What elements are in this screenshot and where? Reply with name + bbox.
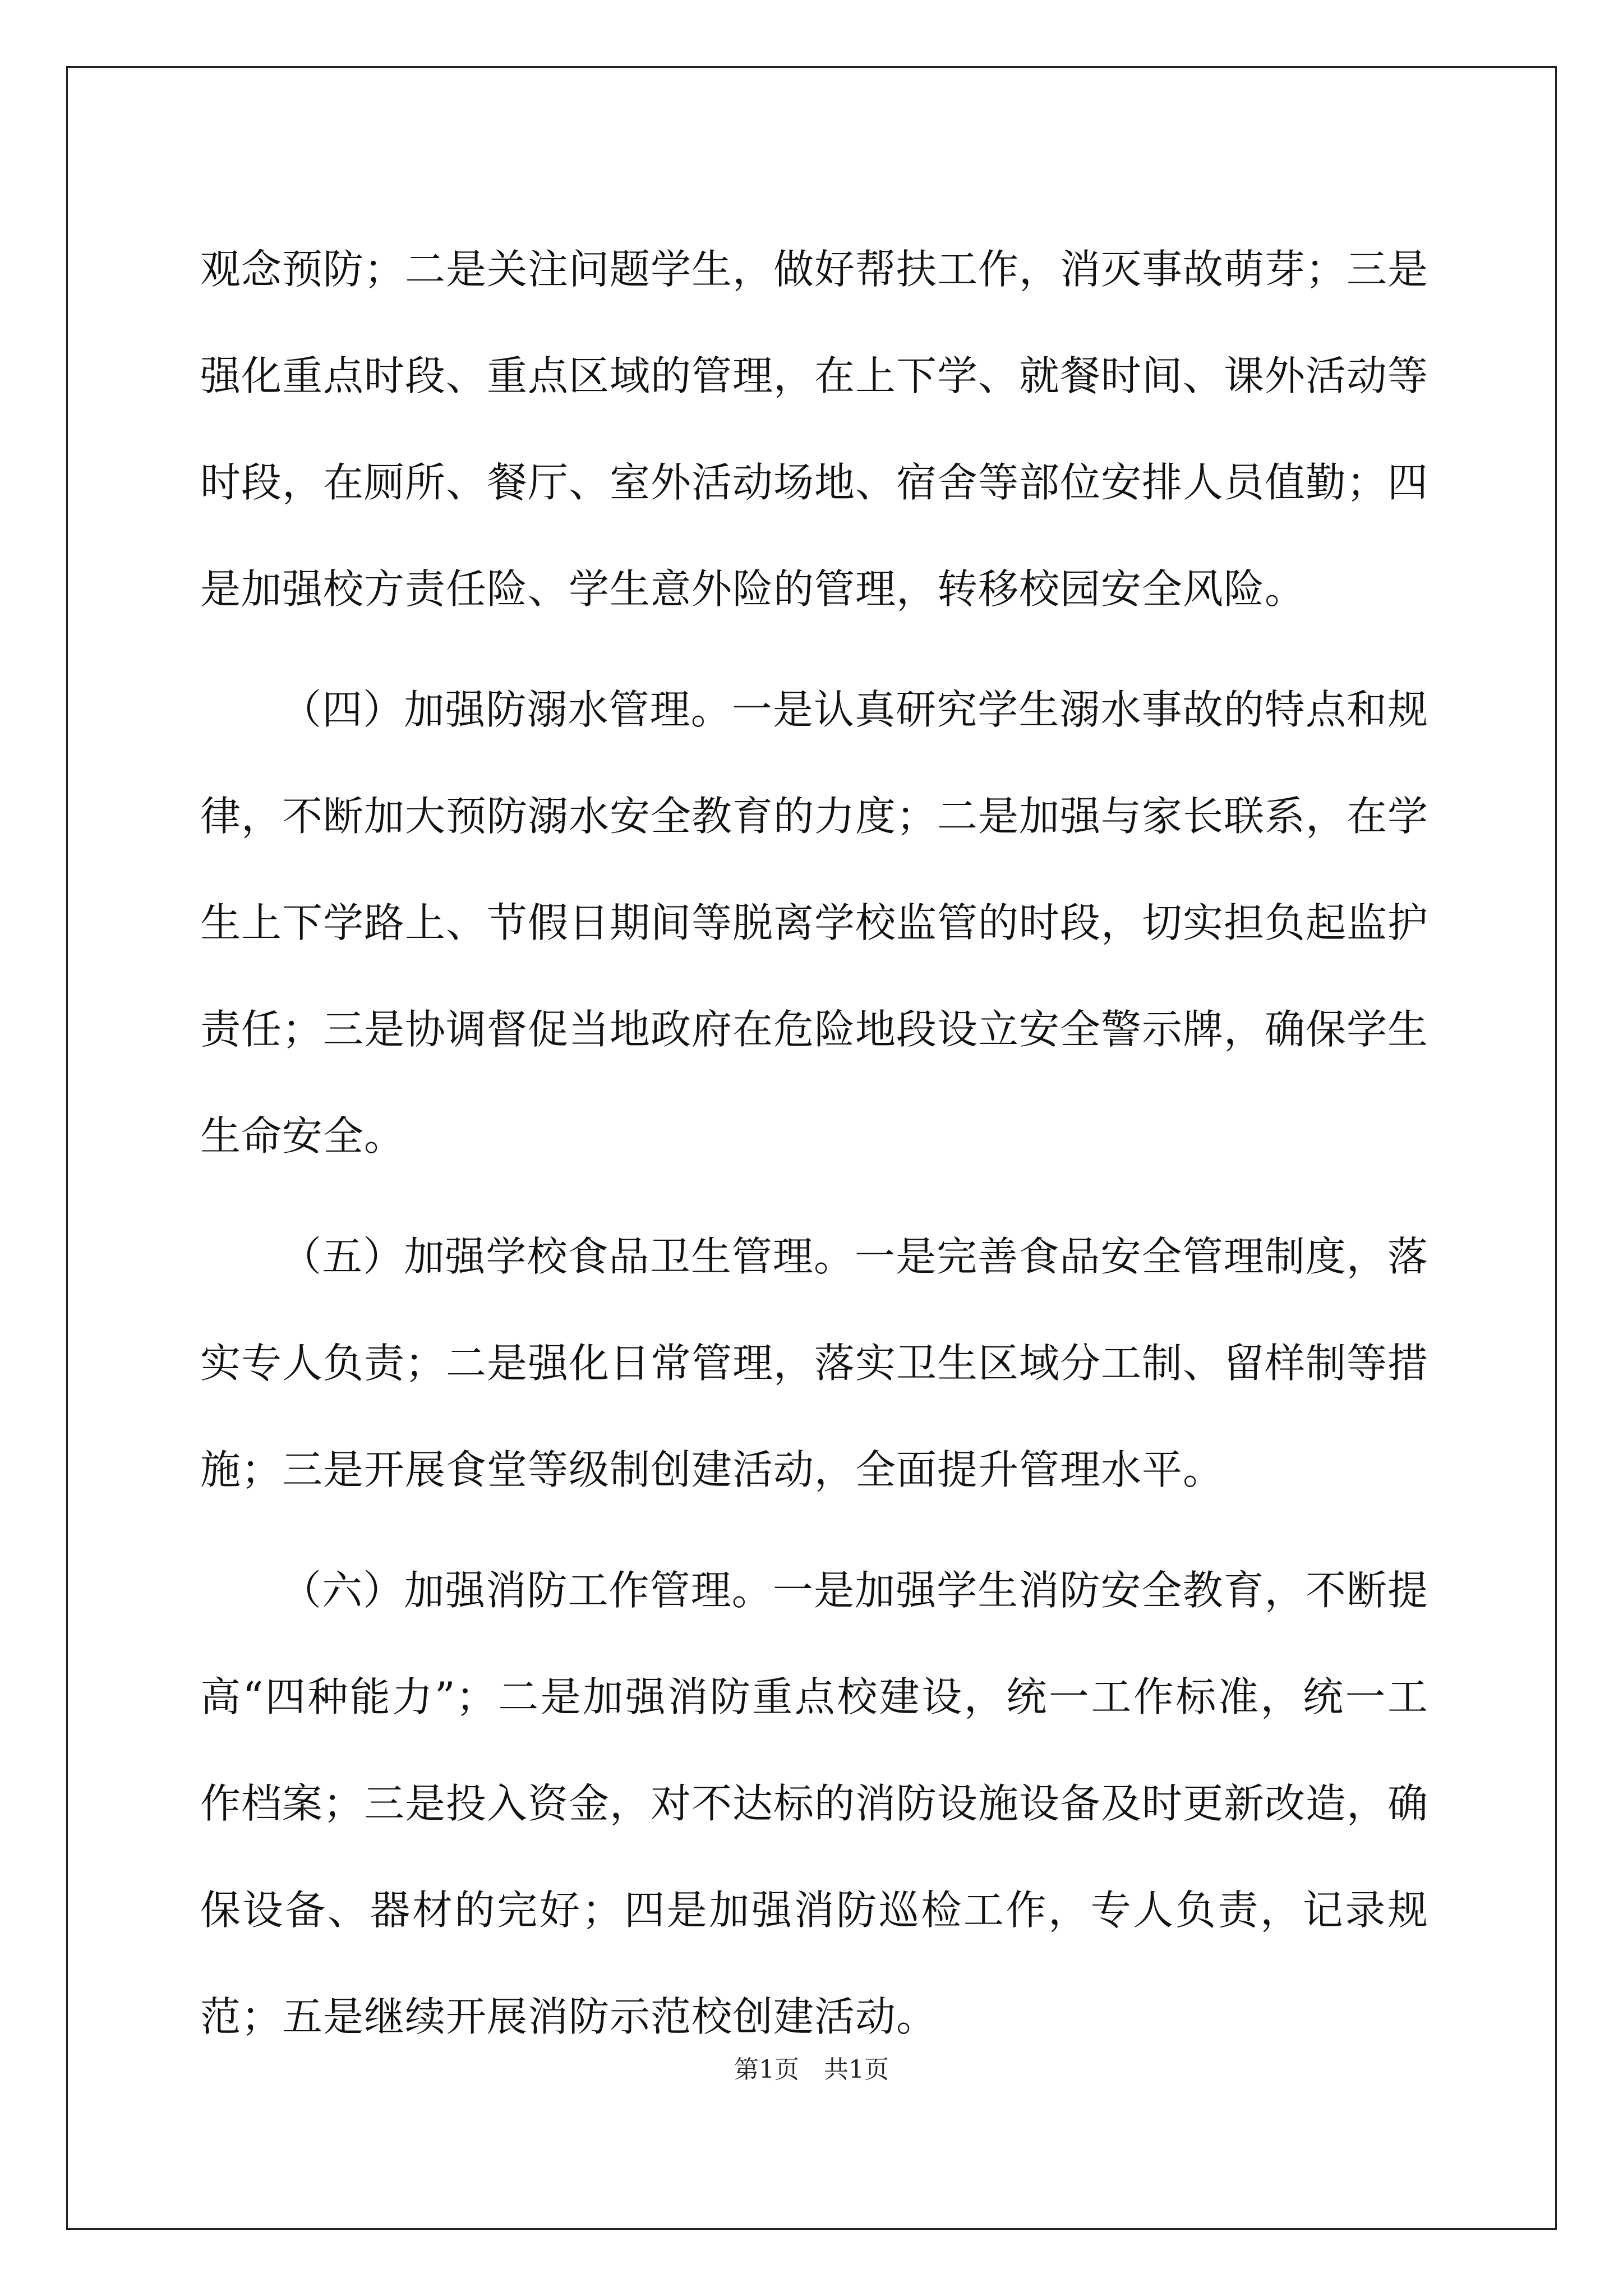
paragraph: （四）加强防溺水管理。一是认真研究学生溺水事故的特点和规律，不断加大预防溺水安全教育的力度；二是加强与家长联系，在学生上下学路上、节假日期间等脱离学校监管的时段，切实担负起监护责任；三是协调督促当地政府在危险地段设立安全警示牌，确保学生生命安全。 (200, 686, 1429, 1159)
paragraph: （五）加强学校食品卫生管理。一是完善食品安全管理制度，落实专人负责；二是强化日常管理，落实卫生区域分工制、留样制等措施；三是开展食堂等级制创建活动，全面提升管理水平。 (200, 1233, 1429, 1493)
document-body (200, 216, 1428, 2084)
paragraph: 观念预防；二是关注问题学生，做好帮扶工作，消灭事故萌芽；三是强化重点时段、重点区域的管理，在上下学、就餐时间、课外活动等时段，在厕所、餐厅、室外活动场地、宿舍等部位安排人员值勤；四是加强校方责任险、学生意外险的管理，转移校园安全风险。 (200, 246, 1429, 613)
page-footer: 第1页 共1页 (734, 2055, 889, 2084)
paragraph: （六）加强消防工作管理。一是加强学生消防安全教育，不断提高“四种能力”；二是加强消防重点校建设，统一工作标准，统一工作档案；三是投入资金，对不达标的消防设施设备及时更新改造，确保设备、器材的完好；四是加强消防巡检工作，专人负责，记录规范；五是继续开展消防示范校创建活动。 (200, 1567, 1429, 2040)
